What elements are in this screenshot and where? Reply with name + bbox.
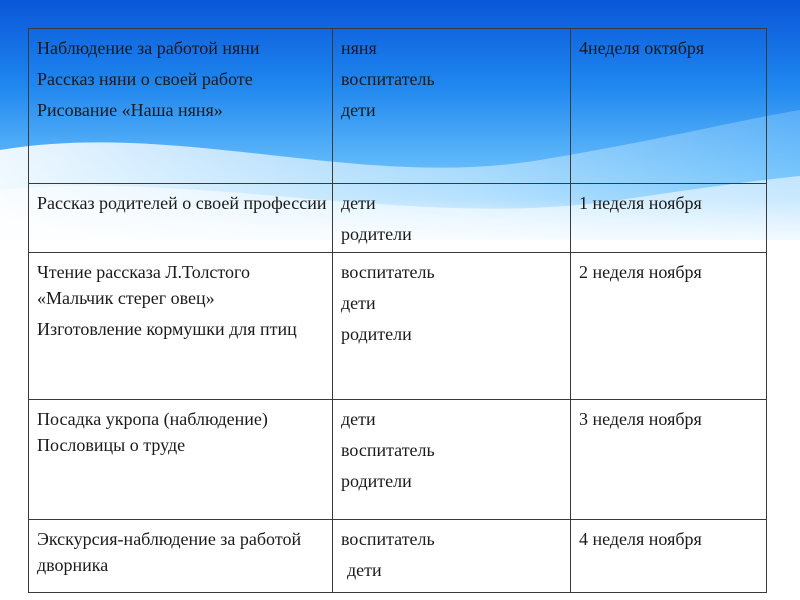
week-label: 1 неделя ноября — [579, 193, 702, 213]
week-label: 3 неделя ноября — [579, 409, 702, 429]
participant: родители — [341, 471, 412, 492]
participant: няня — [341, 38, 377, 58]
participant: дети — [341, 100, 376, 121]
week-label: 4неделя октября — [579, 38, 705, 58]
activity-cell — [29, 400, 333, 520]
participants-cell — [333, 253, 571, 400]
activity-line: Экскурсия-наблюдение за работой дворника — [37, 529, 302, 576]
activity-line: Рисование «Наша няня» — [37, 100, 223, 121]
activity-line: Изготовление кормушки для птиц — [37, 319, 297, 340]
participants-cell — [333, 400, 571, 520]
table-row — [29, 520, 767, 593]
date-cell — [571, 184, 767, 253]
participant: воспитатель — [341, 262, 435, 282]
participant: дети — [341, 409, 376, 429]
activity-cell — [29, 253, 333, 400]
participant: воспитатель — [341, 529, 435, 549]
date-cell — [571, 520, 767, 593]
participant: дети — [341, 193, 376, 213]
participant: дети — [347, 560, 382, 581]
activity-line: Посадка укропа (наблюдение) — [37, 409, 268, 429]
participants-cell — [333, 520, 571, 593]
activity-line: Пословицы о труде — [37, 435, 186, 456]
week-label: 2 неделя ноября — [579, 262, 702, 282]
activity-cell — [29, 29, 333, 184]
activity-line: Чтение рассказа Л.Толстого «Мальчик стерег овец» — [37, 262, 250, 309]
participant: родители — [341, 324, 412, 345]
participant: воспитатель — [341, 440, 435, 461]
table-row — [29, 253, 767, 400]
activity-line: Рассказ няни о своей работе — [37, 69, 253, 90]
activity-cell — [29, 184, 333, 253]
participant: дети — [341, 293, 376, 314]
activity-cell — [29, 520, 333, 593]
participants-cell — [333, 184, 571, 253]
participant: родители — [341, 224, 412, 245]
activity-line: Наблюдение за работой няни — [37, 38, 260, 58]
table-row — [29, 184, 767, 253]
participants-cell — [333, 29, 571, 184]
date-cell — [571, 400, 767, 520]
week-label: 4 неделя ноября — [579, 529, 702, 549]
table-row — [29, 400, 767, 520]
schedule-table — [28, 28, 767, 593]
participant: воспитатель — [341, 69, 435, 90]
date-cell — [571, 29, 767, 184]
date-cell — [571, 253, 767, 400]
activity-line: Рассказ родителей о своей профессии — [37, 193, 327, 213]
table-row — [29, 29, 767, 184]
